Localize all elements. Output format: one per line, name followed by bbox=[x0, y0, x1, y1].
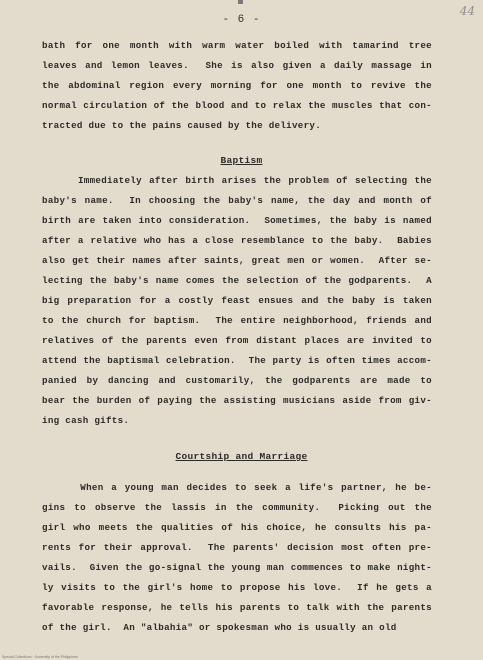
courtship-line: rents for their approval. The parents' decision most often pre- bbox=[42, 542, 432, 553]
baptism-line: baby's name. In choosing the baby's name, the day and month of bbox=[42, 195, 432, 206]
intro-line: normal circulation of the blood and to relax the muscles that con- bbox=[42, 100, 432, 111]
baptism-line: also get their names after saints, great men or women. After se- bbox=[42, 255, 432, 266]
baptism-line: birth are taken into consideration. Sometimes, the baby is named bbox=[42, 215, 432, 226]
baptism-line: ing cash gifts. bbox=[42, 415, 130, 426]
page-number: - 6 - bbox=[222, 14, 261, 26]
baptism-line: lecting the baby's name comes the selection of the godparents. A bbox=[42, 275, 432, 286]
baptism-heading: Baptism bbox=[220, 155, 263, 166]
baptism-line: panied by dancing and customarily, the godparents are made to bbox=[42, 375, 432, 386]
baptism-line: attend the baptismal celebration. The party is often times accom- bbox=[42, 355, 432, 366]
handwritten-page-annotation: 44 bbox=[459, 4, 475, 18]
scan-mark bbox=[238, 0, 243, 4]
courtship-heading: Courtship and Marriage bbox=[175, 451, 308, 462]
courtship-line: favorable response, he tells his parents to talk with the parents bbox=[42, 602, 432, 613]
courtship-line: When a young man decides to seek a life's partner, he be- bbox=[42, 482, 432, 493]
courtship-line: of the girl. An "albahia" or spokesman who is usually an old bbox=[42, 622, 397, 633]
baptism-paragraph bbox=[42, 171, 432, 431]
baptism-line: bear the burden of paying the assisting musicians aside from giv- bbox=[42, 395, 432, 406]
courtship-paragraph bbox=[42, 478, 432, 638]
intro-line: leaves and lemon leaves. She is also given a daily massage in bbox=[42, 60, 432, 71]
intro-line: tracted due to the pains caused by the delivery. bbox=[42, 120, 322, 131]
courtship-line: vails. Given the go-signal the young man commences to make night- bbox=[42, 562, 432, 573]
footer-credit: Special Collections · University of the Philippines bbox=[2, 655, 78, 659]
baptism-line: to the church for baptism. The entire neighborhood, friends and bbox=[42, 315, 432, 326]
intro-line: the abdominal region every morning for one month to revive the bbox=[42, 80, 432, 91]
baptism-line: Immediately after birth arises the problem of selecting the bbox=[42, 175, 432, 186]
courtship-line: gins to observe the lassis in the community. Picking out the bbox=[42, 502, 432, 513]
intro-paragraph bbox=[42, 36, 432, 136]
baptism-line: big preparation for a costly feast ensues and the baby is taken bbox=[42, 295, 432, 306]
courtship-line: ly visits to the girl's home to propose his love. If he gets a bbox=[42, 582, 432, 593]
intro-line: bath for one month with warm water boiled with tamarind tree bbox=[42, 40, 432, 51]
baptism-line: after a relative who has a close resemblance to the baby. Babies bbox=[42, 235, 432, 246]
baptism-line: relatives of the parents even from distant places are invited to bbox=[42, 335, 432, 346]
courtship-line: girl who meets the qualities of his choice, he consults his pa- bbox=[42, 522, 432, 533]
